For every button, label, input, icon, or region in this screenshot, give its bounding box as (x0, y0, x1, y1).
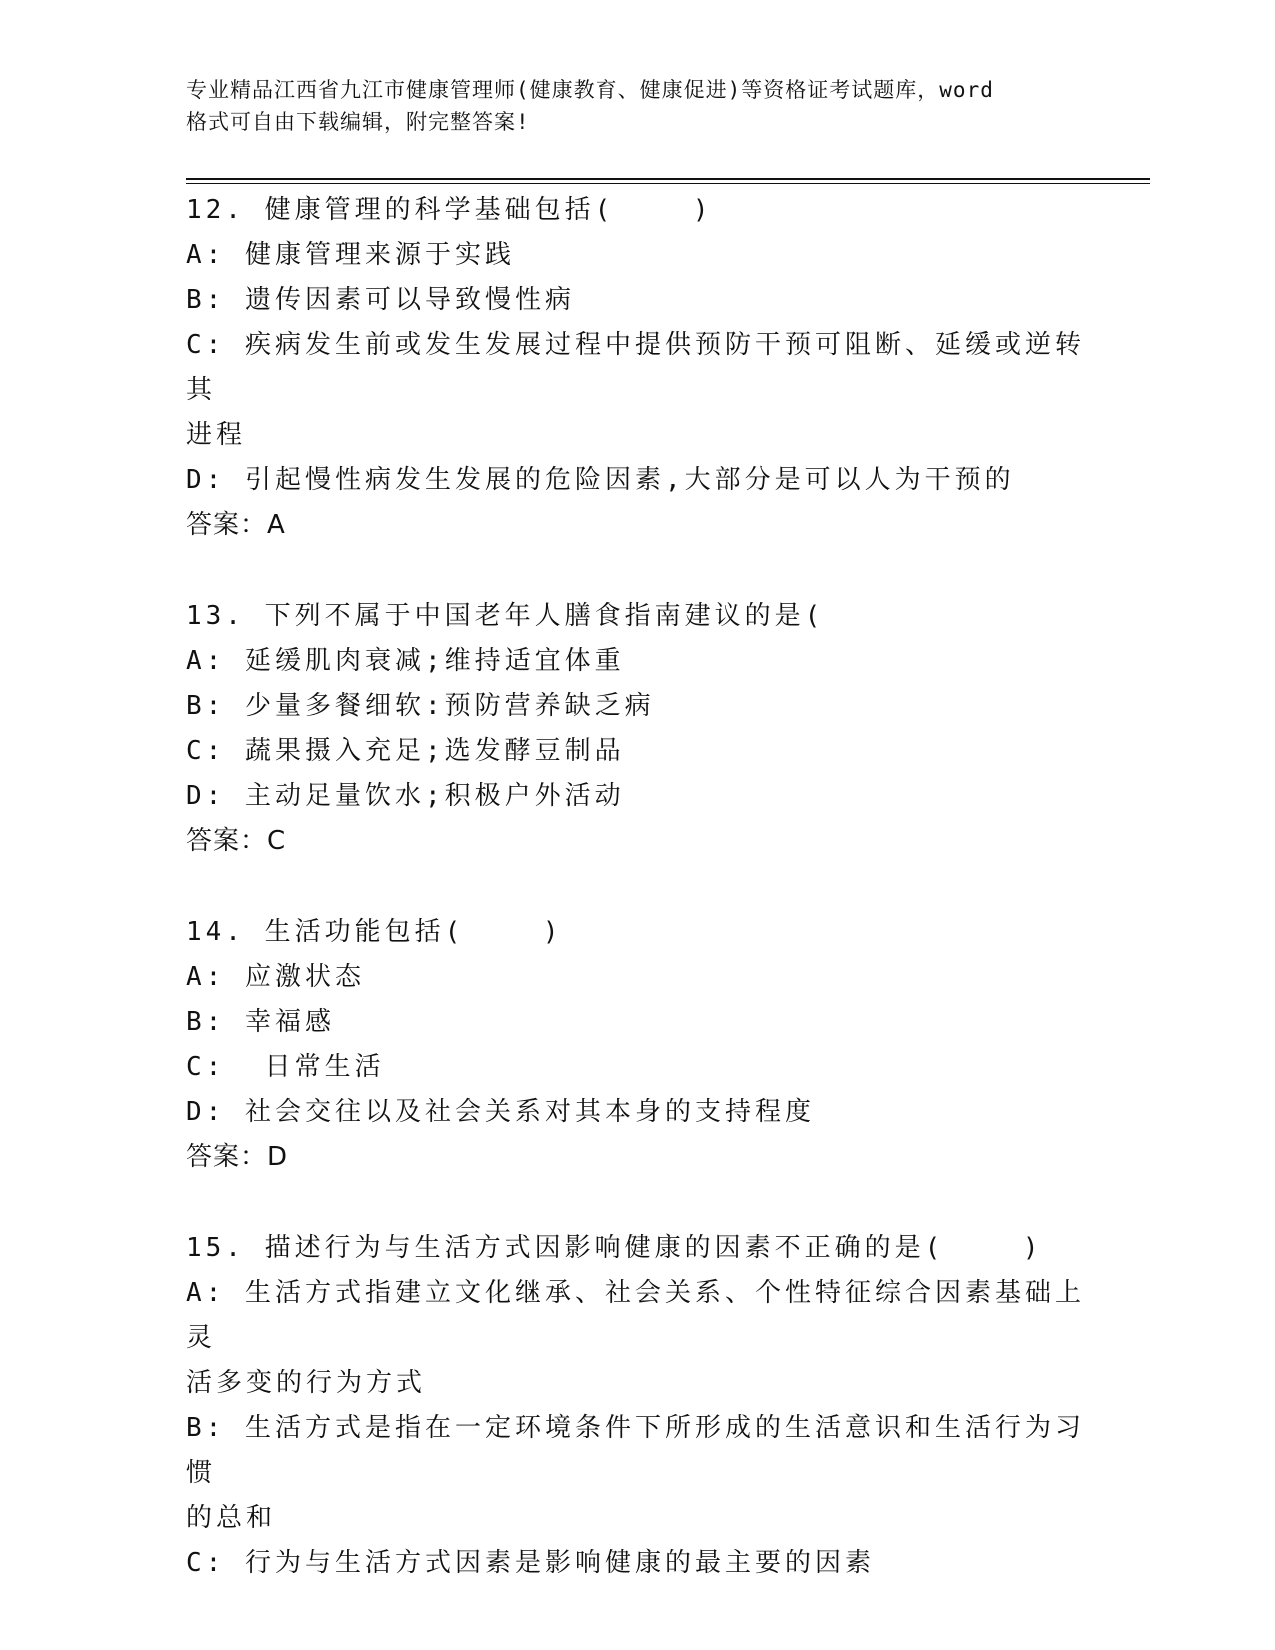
header-line-2: 格式可自由下载编辑，附完整答案! (186, 110, 530, 134)
question-14 (186, 910, 1086, 1180)
option-a-continued: 活多变的行为方式 (186, 1368, 427, 1398)
header-line-1: 专业精品江西省九江市健康管理师(健康教育、健康促进)等资格证考试题库，word (186, 78, 994, 102)
question-stem: 14. 生活功能包括( ) (186, 917, 563, 947)
option-b: B: 幸福感 (186, 1007, 335, 1037)
question-13 (186, 594, 1086, 864)
option-b: B: 遗传因素可以导致慢性病 (186, 285, 575, 315)
option-c-continued: 进程 (186, 420, 247, 450)
document-header (186, 74, 1086, 138)
question-15 (186, 1226, 1086, 1586)
option-b: B: 少量多餐细软:预防营养缺乏病 (186, 691, 655, 721)
option-a: A: 生活方式指建立文化继承、社会关系、个性特征综合因素基础上灵 (186, 1278, 1085, 1353)
option-d: D: 引起慢性病发生发展的危险因素,大部分是可以人为干预的 (186, 465, 1015, 495)
option-d: D: 社会交往以及社会关系对其本身的支持程度 (186, 1097, 815, 1127)
option-b: B: 生活方式是指在一定环境条件下所形成的生活意识和生活行为习惯 (186, 1413, 1085, 1488)
option-d: D: 主动足量饮水;积极户外活动 (186, 781, 625, 811)
question-list (186, 188, 1086, 1632)
option-a: A: 应激状态 (186, 962, 365, 992)
option-c: C: 疾病发生前或发生发展过程中提供预防干预可阻断、延缓或逆转其 (186, 330, 1085, 405)
header-divider (186, 178, 1150, 184)
answer-label: 答案：A (186, 510, 286, 540)
option-b-continued: 的总和 (186, 1503, 277, 1533)
option-a: A: 健康管理来源于实践 (186, 240, 515, 270)
option-c: C: 日常生活 (186, 1052, 385, 1082)
question-stem: 15. 描述行为与生活方式因影响健康的因素不正确的是( ) (186, 1233, 1043, 1263)
option-c: C: 蔬果摄入充足;选发酵豆制品 (186, 736, 625, 766)
option-a: A: 延缓肌肉衰减;维持适宜体重 (186, 646, 625, 676)
answer-label: 答案：C (186, 826, 287, 856)
question-stem: 12. 健康管理的科学基础包括( ) (186, 195, 713, 225)
question-12 (186, 188, 1086, 548)
question-stem: 13. 下列不属于中国老年人膳食指南建议的是( (186, 601, 825, 631)
answer-label: 答案：D (186, 1142, 289, 1172)
option-c: C: 行为与生活方式因素是影响健康的最主要的因素 (186, 1548, 875, 1578)
